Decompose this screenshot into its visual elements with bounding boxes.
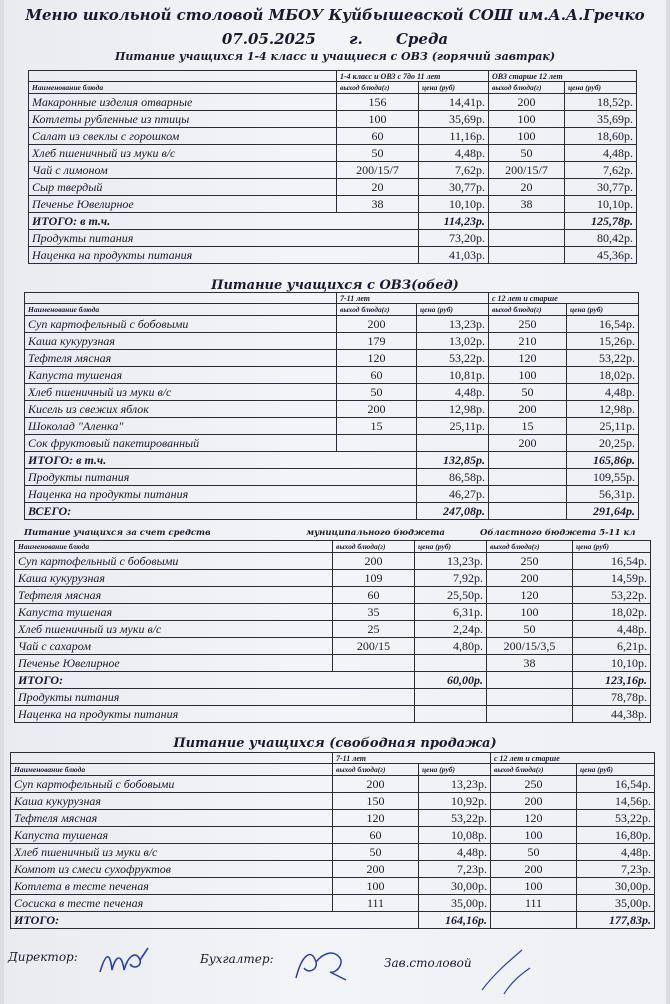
dish-price-a: 25,11р.: [417, 418, 489, 435]
menu-date: 07.05.2025 г.: [221, 30, 363, 48]
total-blank: [489, 247, 565, 264]
total-label: Продукты питания: [29, 230, 419, 247]
dish-yield-a: 150: [333, 793, 419, 810]
breakfast-table: [28, 70, 637, 264]
column-header-price: цена (руб): [577, 764, 655, 776]
total-row: [29, 230, 637, 247]
column-header-price: цена (руб): [565, 82, 637, 94]
column-header-yield: выход блюда(г): [333, 541, 415, 553]
total-label: Наценка на продукты питания: [29, 247, 419, 264]
table-row: [29, 111, 637, 128]
total-price-a: 247,08р.: [417, 503, 489, 520]
dish-yield-a: 20: [337, 179, 419, 196]
dish-name: Котлета в тесте печеная: [11, 878, 333, 895]
column-header-row: [15, 541, 651, 553]
menu-title: Меню школьной столовой МБОУ Куйбышевской СОШ им.А.А.Гречко: [25, 6, 645, 24]
table-row: [11, 810, 655, 827]
lunch-table: [24, 292, 639, 520]
accountant-label: Бухгалтер:: [200, 952, 274, 966]
free-sale-table: [10, 752, 655, 929]
dish-name: Чай с лимоном: [29, 162, 337, 179]
dish-price-b: 14,59р.: [573, 570, 651, 587]
total-row: [29, 213, 637, 230]
column-header-price: цена (руб): [417, 304, 489, 316]
dish-name: Сыр твердый: [29, 179, 337, 196]
dish-name: Суп картофельный с бобовыми: [15, 553, 333, 570]
total-blank: [487, 706, 573, 723]
column-header-row: [29, 82, 637, 94]
column-header-yield: выход блюда(г): [489, 304, 567, 316]
dish-price-b: 10,10р.: [565, 196, 637, 213]
dish-price-a: 10,81р.: [417, 367, 489, 384]
total-blank: [489, 486, 567, 503]
column-header-price: цена (руб): [573, 541, 651, 553]
dish-price-b: 25,11р.: [567, 418, 639, 435]
dish-price-a: 53,22р.: [419, 810, 491, 827]
dish-yield-a: 100: [337, 111, 419, 128]
table-row: [15, 553, 651, 570]
director-label: Директор:: [8, 950, 78, 964]
group-a-label: 7-11 лет: [337, 293, 489, 304]
table-row: [15, 604, 651, 621]
dish-yield-b: 100: [489, 111, 565, 128]
menu-date-line: [4, 30, 666, 48]
dish-price-a: 4,48р.: [419, 844, 491, 861]
total-price-b: 80,42р.: [565, 230, 637, 247]
free-sale-section-title: Питание учащихся (свободная продажа): [173, 736, 497, 751]
canteen-manager-label: Зав.столовой: [384, 956, 472, 970]
table-row: [25, 418, 639, 435]
dish-name: Котлеты рубленные из птицы: [29, 111, 337, 128]
dish-yield-a: 109: [333, 570, 415, 587]
dish-name: Хлеб пшеничный из муки в/с: [11, 844, 333, 861]
dish-price-b: 12,98р.: [567, 401, 639, 418]
column-header-row: [11, 764, 655, 776]
dish-yield-a: 15: [337, 418, 417, 435]
total-blank: [489, 503, 567, 520]
budget-regional-label: Областного бюджета 5-11 кл: [480, 528, 636, 538]
dish-yield-b: 200: [491, 861, 577, 878]
dish-name: Макаронные изделия отварные: [29, 94, 337, 111]
total-blank: [487, 672, 573, 689]
dish-price-b: 16,54р.: [577, 776, 655, 793]
dish-yield-b: 38: [489, 196, 565, 213]
dish-name: Хлеб пшеничный из муки в/с: [29, 145, 337, 162]
budget-municipal-label: муниципального бюджета: [306, 528, 445, 538]
dish-price-a: 53,22р.: [417, 350, 489, 367]
group-header-row: [29, 71, 637, 82]
column-header-yield: выход блюда(г): [333, 764, 419, 776]
dish-name: Печенье Ювелирное: [15, 655, 333, 672]
column-header-price: цена (руб): [415, 541, 487, 553]
total-blank: [489, 230, 565, 247]
total-price-a: [415, 706, 487, 723]
dish-yield-b: 250: [491, 776, 577, 793]
dish-price-b: 53,22р.: [567, 350, 639, 367]
dish-name: Каша кукурузная: [11, 793, 333, 810]
column-header-yield: выход блюда(г): [489, 82, 565, 94]
dish-yield-b: 50: [489, 384, 567, 401]
dish-yield-a: 100: [333, 878, 419, 895]
dish-name: Сосиска в тесте печеная: [11, 895, 333, 912]
breakfast-section-title: Питание учащихся 1-4 класс и учащиеся с ОВЗ (горячий завтрак): [114, 50, 556, 63]
dish-price-a: 25,50р.: [415, 587, 487, 604]
total-label: Продукты питания: [25, 469, 417, 486]
budget-table: [14, 540, 651, 723]
total-blank: [491, 912, 577, 929]
group-header-row: [11, 753, 655, 764]
column-header-name: Наименование блюда: [29, 82, 337, 94]
group-b-label: ОВЗ старше 12 лет: [489, 71, 637, 82]
table-row: [15, 570, 651, 587]
dish-price-b: 7,62р.: [565, 162, 637, 179]
dish-yield-a: 200: [337, 316, 417, 333]
dish-yield-a: 35: [333, 604, 415, 621]
group-b-label: с 12 лет и старше: [491, 753, 655, 764]
column-header-price: цена (руб): [419, 82, 489, 94]
dish-price-a: 6,31р.: [415, 604, 487, 621]
dish-price-a: 7,92р.: [415, 570, 487, 587]
dish-price-a: 30,77р.: [419, 179, 489, 196]
total-label: ВСЕГО:: [25, 503, 417, 520]
table-row: [25, 435, 639, 452]
column-header-row: [25, 304, 639, 316]
dish-yield-b: 200: [491, 793, 577, 810]
total-label: ИТОГО:: [11, 912, 419, 929]
table-row: [11, 793, 655, 810]
dish-price-a: 13,23р.: [417, 316, 489, 333]
dish-name: Капуста тушеная: [25, 367, 337, 384]
column-header-price: цена (руб): [419, 764, 491, 776]
table-row: [11, 861, 655, 878]
dish-name: Капуста тушеная: [11, 827, 333, 844]
dish-price-a: 4,48р.: [417, 384, 489, 401]
dish-yield-b: 120: [491, 810, 577, 827]
dish-name: Хлеб пшеничный из муки в/с: [25, 384, 337, 401]
dish-yield-a: 179: [337, 333, 417, 350]
table-row: [11, 844, 655, 861]
total-row: [25, 486, 639, 503]
dish-yield-b: 120: [487, 587, 573, 604]
dish-yield-b: 210: [489, 333, 567, 350]
total-price-a: 60,00р.: [415, 672, 487, 689]
table-row: [25, 350, 639, 367]
dish-price-a: 10,10р.: [419, 196, 489, 213]
accountant-signature: [290, 944, 350, 984]
dish-price-a: 10,92р.: [419, 793, 491, 810]
total-price-b: 165,86р.: [567, 452, 639, 469]
table-row: [15, 587, 651, 604]
table-row: [11, 878, 655, 895]
column-header-name: Наименование блюда: [25, 304, 337, 316]
dish-price-b: 35,69р.: [565, 111, 637, 128]
dish-price-a: 35,00р.: [419, 895, 491, 912]
total-row: [15, 672, 651, 689]
dish-name: Капуста тушеная: [15, 604, 333, 621]
dish-yield-a: 50: [337, 384, 417, 401]
total-price-b: 56,31р.: [567, 486, 639, 503]
dish-name: Сок фруктовый пакетированный: [25, 435, 337, 452]
budget-section-title: Питание учащихся за счет средств: [24, 528, 211, 538]
dish-yield-b: 200: [489, 435, 567, 452]
dish-price-b: 7,23р.: [577, 861, 655, 878]
dish-name: Суп картофельный с бобовыми: [11, 776, 333, 793]
total-price-a: [415, 689, 487, 706]
director-signature: [96, 946, 152, 980]
total-price-a: 46,27р.: [417, 486, 489, 503]
dish-yield-b: 20: [489, 179, 565, 196]
dish-yield-a: [333, 655, 415, 672]
dish-price-b: 53,22р.: [573, 587, 651, 604]
total-price-a: 114,23р.: [419, 213, 489, 230]
dish-price-b: 18,52р.: [565, 94, 637, 111]
dish-yield-b: 200/15/7: [489, 162, 565, 179]
total-row: [25, 452, 639, 469]
menu-weekday: Среда: [395, 30, 449, 48]
dish-price-b: 14,56р.: [577, 793, 655, 810]
dish-name: Компот из смеси сухофруктов: [11, 861, 333, 878]
dish-yield-a: [337, 435, 417, 452]
dish-price-a: 12,98р.: [417, 401, 489, 418]
dish-price-a: 10,08р.: [419, 827, 491, 844]
group-b-label: с 12 лет и старше: [489, 293, 639, 304]
dish-price-b: 18,02р.: [573, 604, 651, 621]
table-row: [25, 401, 639, 418]
total-row: [15, 706, 651, 723]
dish-price-a: [417, 435, 489, 452]
dish-price-b: 20,25р.: [567, 435, 639, 452]
dish-price-a: 30,00р.: [419, 878, 491, 895]
dish-yield-a: 60: [333, 827, 419, 844]
dish-price-a: 11,16р.: [419, 128, 489, 145]
dish-price-a: 7,23р.: [419, 861, 491, 878]
total-price-a: 73,20р.: [419, 230, 489, 247]
table-row: [25, 367, 639, 384]
group-header-blank: [29, 71, 337, 82]
budget-section-header: [24, 528, 664, 540]
dish-yield-a: 60: [337, 367, 417, 384]
dish-yield-b: 15: [489, 418, 567, 435]
dish-yield-b: 100: [489, 128, 565, 145]
total-label: ИТОГО: в т.ч.: [29, 213, 419, 230]
dish-name: Кисель из свежих яблок: [25, 401, 337, 418]
dish-yield-a: 200: [333, 553, 415, 570]
dish-yield-a: 120: [337, 350, 417, 367]
dish-yield-a: 156: [337, 94, 419, 111]
total-price-a: 164,16р.: [419, 912, 491, 929]
dish-name: Чай с сахаром: [15, 638, 333, 655]
dish-price-b: 15,26р.: [567, 333, 639, 350]
dish-yield-b: 50: [487, 621, 573, 638]
column-header-name: Наименование блюда: [15, 541, 333, 553]
total-price-b: 177,83р.: [577, 912, 655, 929]
menu-sheet: [4, 0, 666, 1004]
total-price-b: 45,36р.: [565, 247, 637, 264]
dish-price-b: 10,10р.: [573, 655, 651, 672]
dish-yield-a: 200/15: [333, 638, 415, 655]
table-row: [15, 638, 651, 655]
dish-yield-b: 100: [491, 827, 577, 844]
total-row: [29, 247, 637, 264]
dish-price-b: 4,48р.: [577, 844, 655, 861]
group-a-label: 1-4 класс и ОВЗ с 7до 11 лет: [337, 71, 489, 82]
group-header-blank: [11, 753, 333, 764]
table-row: [29, 128, 637, 145]
total-blank: [489, 452, 567, 469]
table-row: [29, 162, 637, 179]
total-blank: [489, 469, 567, 486]
dish-yield-a: 120: [333, 810, 419, 827]
dish-yield-b: 200: [489, 401, 567, 418]
dish-price-a: [415, 655, 487, 672]
dish-name: Каша кукурузная: [25, 333, 337, 350]
dish-yield-b: 100: [491, 878, 577, 895]
table-row: [11, 776, 655, 793]
dish-price-b: 30,77р.: [565, 179, 637, 196]
dish-yield-b: 50: [489, 145, 565, 162]
dish-price-a: 14,41р.: [419, 94, 489, 111]
dish-price-a: 4,80р.: [415, 638, 487, 655]
dish-price-b: 6,21р.: [573, 638, 651, 655]
table-row: [29, 94, 637, 111]
dish-yield-a: 60: [333, 587, 415, 604]
table-row: [25, 384, 639, 401]
dish-price-a: 7,62р.: [419, 162, 489, 179]
lunch-section-title: Питание учащихся с ОВЗ(обед): [211, 278, 459, 293]
total-price-b: 125,78р.: [565, 213, 637, 230]
dish-price-b: 18,02р.: [567, 367, 639, 384]
dish-price-a: 13,23р.: [415, 553, 487, 570]
dish-yield-b: 200: [489, 94, 565, 111]
dish-yield-b: 250: [487, 553, 573, 570]
total-price-b: 291,64р.: [567, 503, 639, 520]
column-header-yield: выход блюда(г): [337, 82, 419, 94]
table-row: [25, 333, 639, 350]
dish-yield-a: 60: [337, 128, 419, 145]
dish-price-b: 18,60р.: [565, 128, 637, 145]
dish-yield-b: 120: [489, 350, 567, 367]
dish-name: Хлеб пшеничный из муки в/с: [15, 621, 333, 638]
dish-yield-a: 200: [337, 401, 417, 418]
total-label: Продукты питания: [15, 689, 415, 706]
dish-yield-a: 200/15/7: [337, 162, 419, 179]
dish-name: Суп картофельный с бобовыми: [25, 316, 337, 333]
total-label: ИТОГО:: [15, 672, 415, 689]
dish-price-b: 4,48р.: [565, 145, 637, 162]
dish-price-b: 16,54р.: [573, 553, 651, 570]
column-header-yield: выход блюда(г): [491, 764, 577, 776]
dish-yield-a: 50: [333, 844, 419, 861]
total-row: [25, 503, 639, 520]
total-price-a: 41,03р.: [419, 247, 489, 264]
total-row: [25, 469, 639, 486]
table-row: [11, 827, 655, 844]
dish-price-b: 53,22р.: [577, 810, 655, 827]
column-header-price: цена (руб): [567, 304, 639, 316]
dish-yield-b: 250: [489, 316, 567, 333]
dish-price-a: 13,23р.: [419, 776, 491, 793]
table-row: [29, 179, 637, 196]
dish-price-b: 30,00р.: [577, 878, 655, 895]
dish-yield-a: 111: [333, 895, 419, 912]
dish-yield-a: 38: [337, 196, 419, 213]
dish-yield-b: 200: [487, 570, 573, 587]
dish-name: Тефтеля мясная: [25, 350, 337, 367]
total-price-b: 109,55р.: [567, 469, 639, 486]
dish-name: Каша кукурузная: [15, 570, 333, 587]
table-row: [29, 145, 637, 162]
dish-price-b: 16,80р.: [577, 827, 655, 844]
canteen-manager-signature: [474, 944, 544, 996]
dish-yield-a: 200: [333, 861, 419, 878]
total-label: Наценка на продукты питания: [25, 486, 417, 503]
dish-name: Печенье Ювелирное: [29, 196, 337, 213]
dish-yield-a: 200: [333, 776, 419, 793]
total-label: ИТОГО: в т.ч.: [25, 452, 417, 469]
dish-price-a: 4,48р.: [419, 145, 489, 162]
group-header-blank: [25, 293, 337, 304]
dish-price-a: 13,02р.: [417, 333, 489, 350]
total-price-b: 78,78р.: [573, 689, 651, 706]
total-blank: [487, 689, 573, 706]
dish-price-b: 4,48р.: [567, 384, 639, 401]
total-row: [11, 912, 655, 929]
dish-price-b: 16,54р.: [567, 316, 639, 333]
dish-yield-b: 50: [491, 844, 577, 861]
dish-yield-b: 200/15/3,5: [487, 638, 573, 655]
group-header-row: [25, 293, 639, 304]
dish-yield-b: 100: [487, 604, 573, 621]
dish-price-b: 4,48р.: [573, 621, 651, 638]
dish-name: Салат из свеклы с горошком: [29, 128, 337, 145]
dish-name: Тефтеля мясная: [11, 810, 333, 827]
column-header-yield: выход блюда(г): [337, 304, 417, 316]
dish-name: Тефтеля мясная: [15, 587, 333, 604]
table-row: [29, 196, 637, 213]
dish-price-a: 35,69р.: [419, 111, 489, 128]
dish-yield-a: 50: [337, 145, 419, 162]
column-header-name: Наименование блюда: [11, 764, 333, 776]
table-row: [11, 895, 655, 912]
total-row: [15, 689, 651, 706]
dish-price-a: 2,24р.: [415, 621, 487, 638]
table-row: [15, 621, 651, 638]
dish-yield-b: 111: [491, 895, 577, 912]
total-price-a: 132,85р.: [417, 452, 489, 469]
total-price-a: 86,58р.: [417, 469, 489, 486]
dish-yield-b: 38: [487, 655, 573, 672]
column-header-yield: выход блюда(г): [487, 541, 573, 553]
signature-footer: [4, 950, 666, 1004]
table-row: [15, 655, 651, 672]
dish-yield-b: 100: [489, 367, 567, 384]
total-price-b: 123,16р.: [573, 672, 651, 689]
total-blank: [489, 213, 565, 230]
total-price-b: 44,38р.: [573, 706, 651, 723]
total-label: Наценка на продукты питания: [15, 706, 415, 723]
dish-price-b: 35,00р.: [577, 895, 655, 912]
dish-name: Шоколад "Аленка": [25, 418, 337, 435]
table-row: [25, 316, 639, 333]
group-a-label: 7-11 лет: [333, 753, 491, 764]
dish-yield-a: 25: [333, 621, 415, 638]
